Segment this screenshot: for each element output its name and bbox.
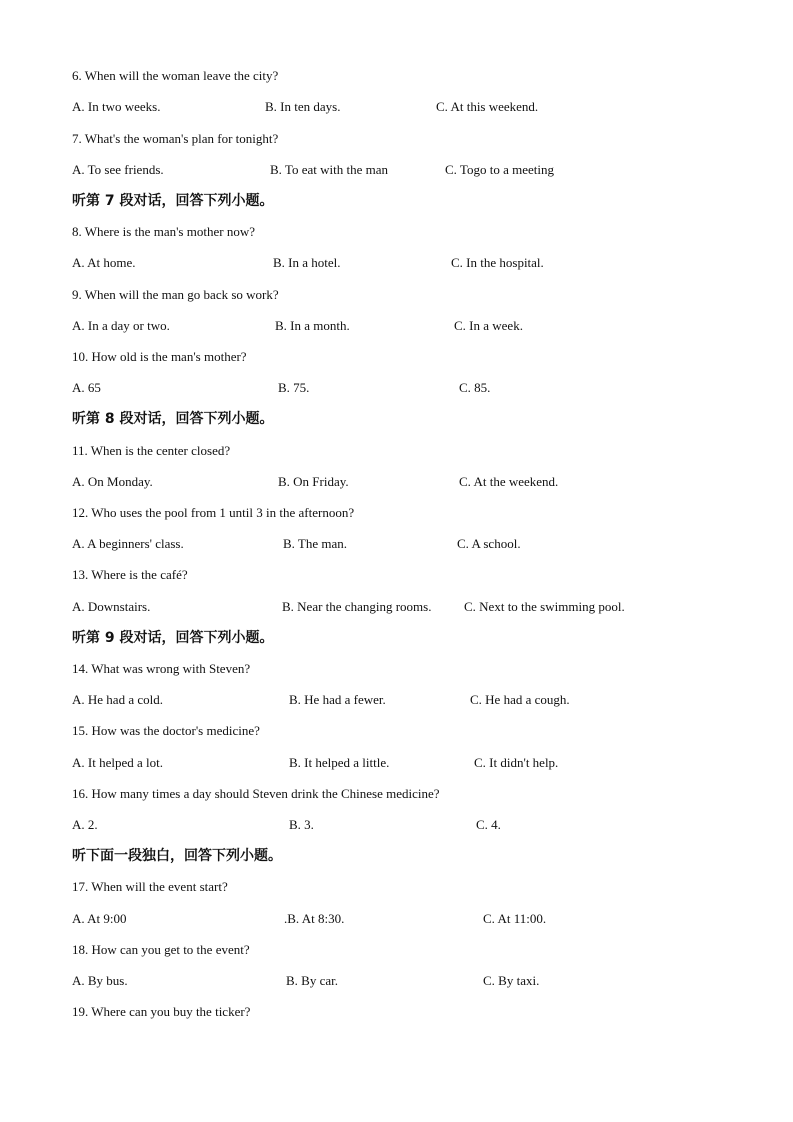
options-6 xyxy=(72,97,772,117)
option-c: C. 4. xyxy=(476,817,501,832)
question-17: 17. When will the event start? xyxy=(72,879,228,894)
option-a: A. It helped a lot. xyxy=(72,755,163,770)
section-heading-9: 听第 9 段对话，回答下列小题。 xyxy=(72,630,274,646)
option-c: C. 85. xyxy=(459,380,491,395)
option-b: .B. At 8:30. xyxy=(284,911,345,926)
option-b: B. In a month. xyxy=(275,318,350,333)
question-10: 10. How old is the man's mother? xyxy=(72,349,247,364)
options-10 xyxy=(72,378,772,398)
section-heading-7: 听第 7 段对话，回答下列小题。 xyxy=(72,193,274,209)
options-18 xyxy=(72,971,772,991)
option-a: A. A beginners' class. xyxy=(72,536,184,551)
question-9: 9. When will the man go back so work? xyxy=(72,287,279,302)
option-a: A. 65 xyxy=(72,380,101,395)
option-c: C. In a week. xyxy=(454,318,523,333)
options-11 xyxy=(72,472,772,492)
option-c: C. Togo to a meeting xyxy=(445,162,554,177)
option-c: C. By taxi. xyxy=(483,973,540,988)
option-b: B. By car. xyxy=(286,973,338,988)
question-6: 6. When will the woman leave the city? xyxy=(72,68,279,83)
option-c: C. At 11:00. xyxy=(483,911,547,926)
section-heading-monologue: 听下面一段独白，回答下列小题。 xyxy=(72,848,282,864)
question-13: 13. Where is the café? xyxy=(72,567,188,582)
question-8: 8. Where is the man's mother now? xyxy=(72,224,255,239)
option-a: A. He had a cold. xyxy=(72,692,163,707)
option-a: A. To see friends. xyxy=(72,162,164,177)
option-a: A. On Monday. xyxy=(72,474,153,489)
options-12 xyxy=(72,534,772,554)
question-7: 7. What's the woman's plan for tonight? xyxy=(72,131,279,146)
option-b: B. The man. xyxy=(283,536,348,551)
option-b: B. To eat with the man xyxy=(270,162,388,177)
options-16 xyxy=(72,815,772,835)
option-c: C. He had a cough. xyxy=(470,692,570,707)
options-14 xyxy=(72,690,772,710)
question-18: 18. How can you get to the event? xyxy=(72,942,250,957)
question-16: 16. How many times a day should Steven drink the Chinese medicine? xyxy=(72,786,440,801)
question-11: 11. When is the center closed? xyxy=(72,443,231,458)
option-b: B. In a hotel. xyxy=(273,255,341,270)
option-b: B. Near the changing rooms. xyxy=(282,599,432,614)
options-17 xyxy=(72,909,772,929)
option-a: A. By bus. xyxy=(72,973,128,988)
section-heading-8: 听第 8 段对话，回答下列小题。 xyxy=(72,411,274,427)
question-15: 15. How was the doctor's medicine? xyxy=(72,723,260,738)
question-14: 14. What was wrong with Steven? xyxy=(72,661,251,676)
option-c: C. At the weekend. xyxy=(459,474,559,489)
options-7 xyxy=(72,160,772,180)
option-a: A. In two weeks. xyxy=(72,99,161,114)
question-19: 19. Where can you buy the ticker? xyxy=(72,1004,251,1019)
option-b: B. He had a fewer. xyxy=(289,692,386,707)
option-b: B. 75. xyxy=(278,380,310,395)
question-12: 12. Who uses the pool from 1 until 3 in the afternoon? xyxy=(72,505,355,520)
option-c: C. Next to the swimming pool. xyxy=(464,599,625,614)
option-c: C. A school. xyxy=(457,536,521,551)
options-8 xyxy=(72,253,772,273)
option-b: B. On Friday. xyxy=(278,474,349,489)
options-9 xyxy=(72,316,772,336)
option-a: A. Downstairs. xyxy=(72,599,151,614)
option-b: B. In ten days. xyxy=(265,99,341,114)
option-a: A. At 9:00 xyxy=(72,911,127,926)
options-13 xyxy=(72,597,772,617)
option-b: B. It helped a little. xyxy=(289,755,390,770)
option-a: A. At home. xyxy=(72,255,136,270)
option-c: C. It didn't help. xyxy=(474,755,559,770)
option-c: C. In the hospital. xyxy=(451,255,544,270)
options-15 xyxy=(72,753,772,773)
option-a: A. In a day or two. xyxy=(72,318,170,333)
option-b: B. 3. xyxy=(289,817,314,832)
option-a: A. 2. xyxy=(72,817,98,832)
option-c: C. At this weekend. xyxy=(436,99,539,114)
